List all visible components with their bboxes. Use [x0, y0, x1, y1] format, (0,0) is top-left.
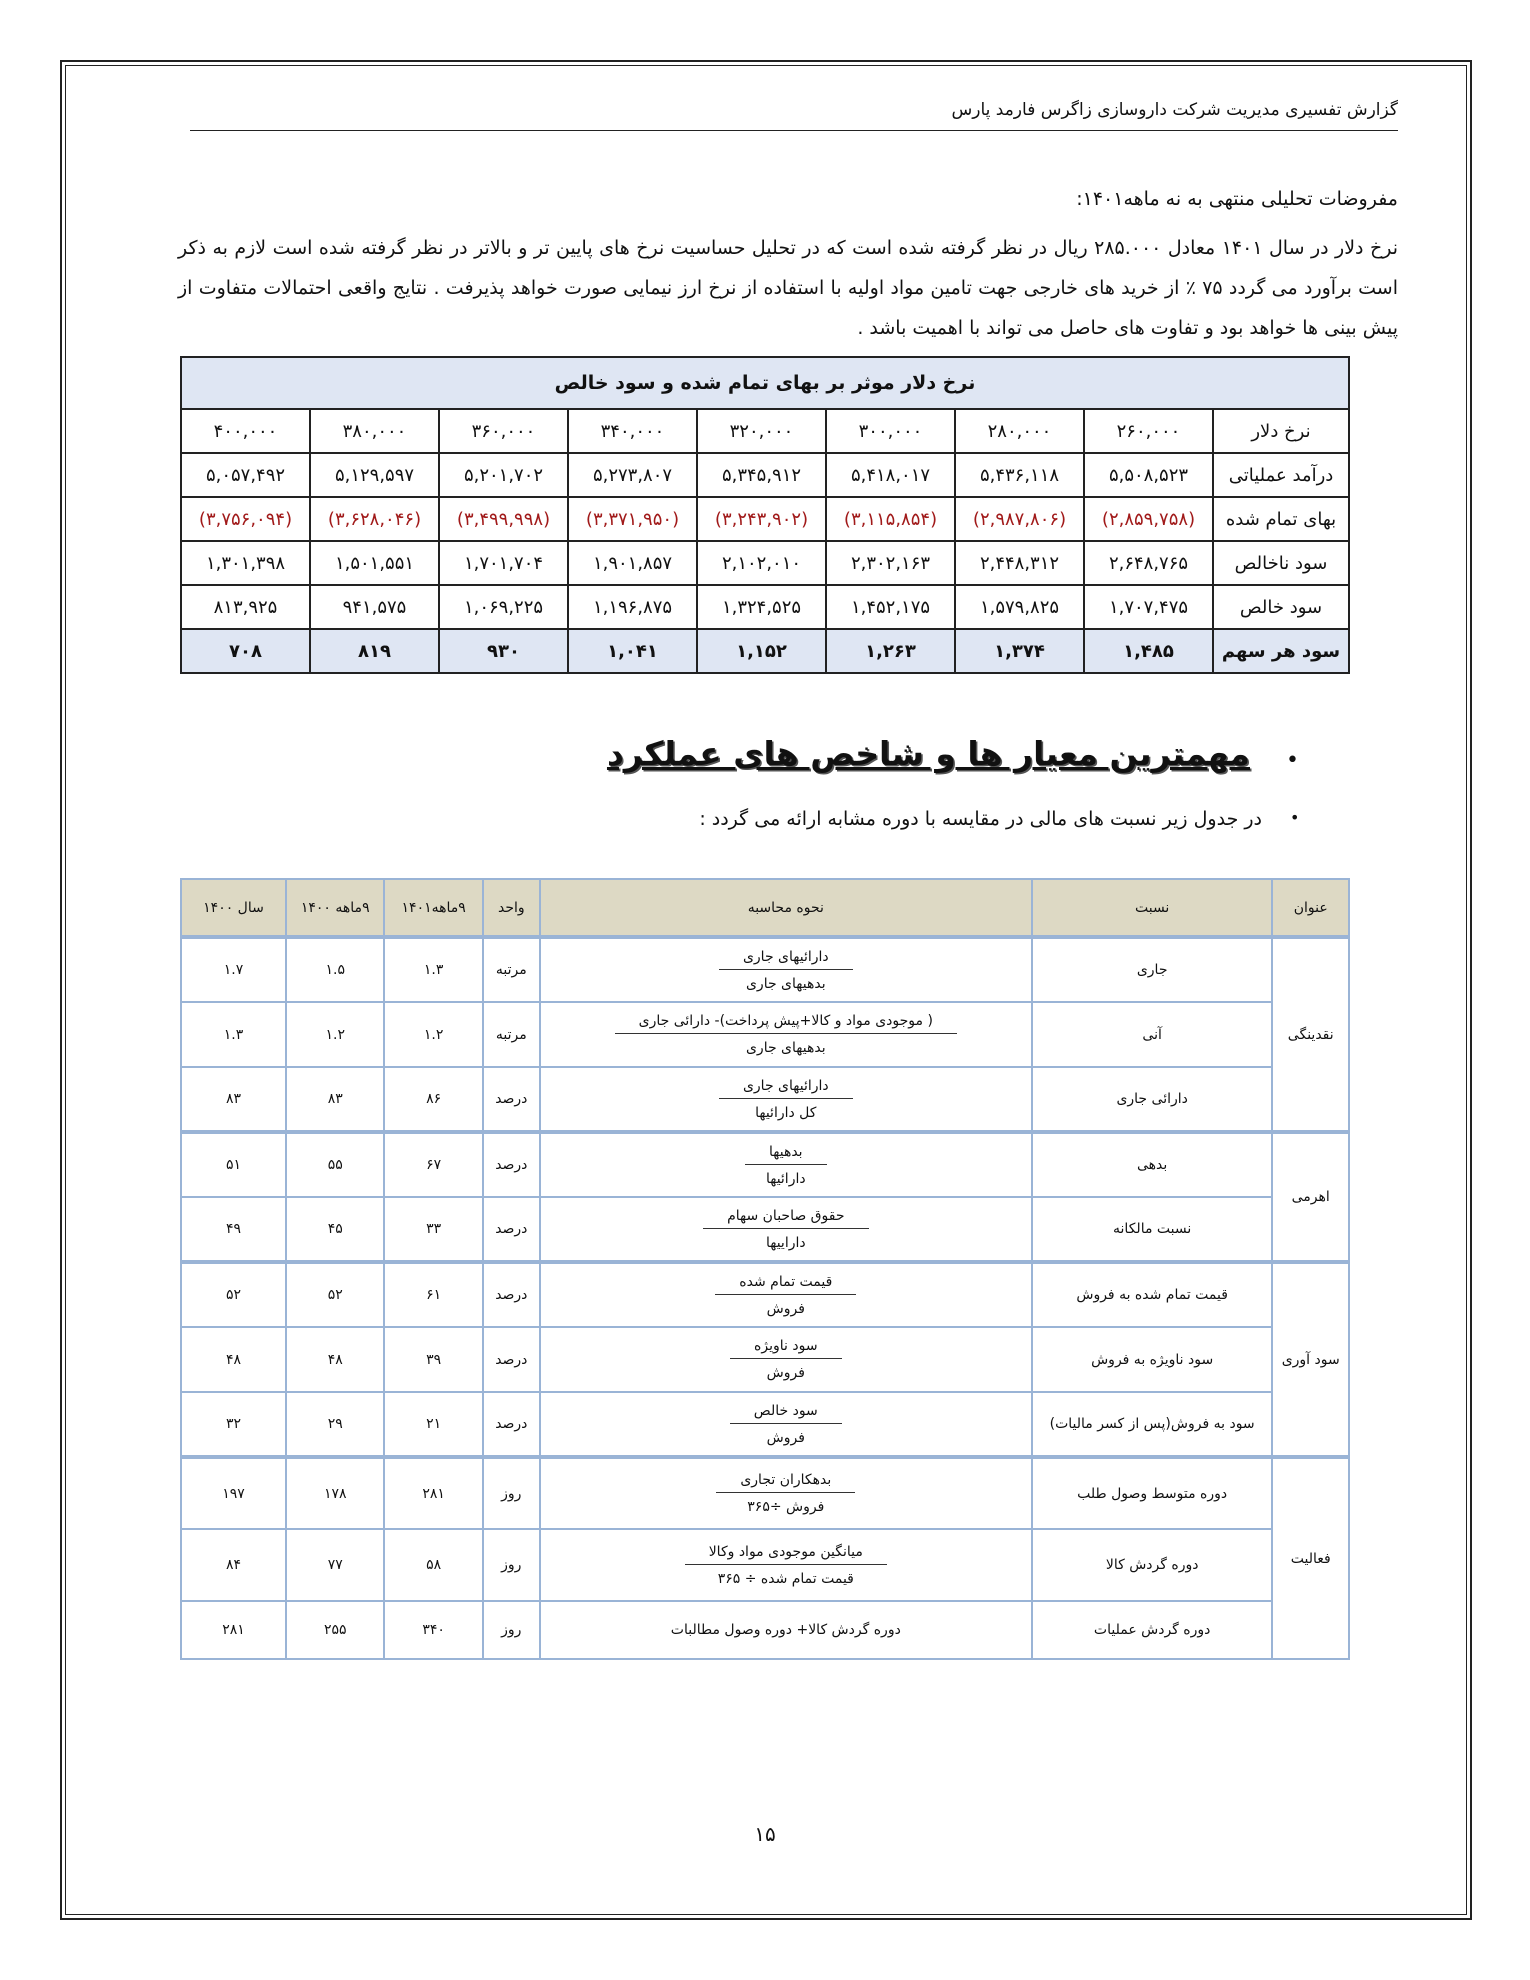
assumptions-title: مفروضات تحلیلی منتهی به نه ماهه۱۴۰۱: [1076, 188, 1398, 210]
formula-numerator: دارائیهای جاری [719, 949, 853, 970]
sensitivity-row [181, 453, 1349, 497]
section-title: مهمترین معیار ها و شاخص های عملکرد [606, 734, 1250, 773]
formula-fraction [615, 1013, 957, 1056]
ratio-value: ۲۹ [286, 1392, 384, 1457]
ratios-header-cell: ۹ماهه ۱۴۰۰ [286, 879, 384, 937]
ratio-unit: درصد [483, 1197, 540, 1262]
ratio-unit: روز [483, 1529, 540, 1601]
ratio-name: جاری [1032, 937, 1273, 1002]
sensitivity-cell: ۳۸۰,۰۰۰ [310, 409, 439, 453]
ratios-row [181, 1529, 1349, 1601]
formula-denominator: فروش [766, 1365, 805, 1381]
sensitivity-cell: ۵,۴۱۸,۰۱۷ [826, 453, 955, 497]
ratio-value: ۱۷۸ [286, 1457, 384, 1529]
ratio-unit: مرتبه [483, 937, 540, 1002]
ratios-row [181, 1262, 1349, 1327]
formula-denominator: دارائیها [765, 1170, 806, 1187]
formula-denominator: بدهیهای جاری [745, 1040, 826, 1056]
ratio-value: ۵۸ [384, 1529, 482, 1601]
sensitivity-cell: (۲,۸۵۹,۷۵۸) [1084, 497, 1213, 541]
sensitivity-row-label: درآمد عملیاتی [1213, 453, 1349, 497]
ratio-formula [540, 1067, 1032, 1132]
formula-numerator: بدهکاران تجاری [716, 1472, 855, 1493]
formula-fraction [685, 1544, 887, 1587]
ratio-value: ۴۸ [181, 1327, 286, 1392]
formula-numerator: ( موجودی مواد و کالا+پیش پرداخت)- دارائی جاری [615, 1013, 957, 1034]
formula-fraction [719, 949, 853, 992]
ratio-formula [540, 1002, 1032, 1067]
ratio-value: ۳۳ [384, 1197, 482, 1262]
formula-denominator: فروش [766, 1300, 805, 1317]
ratio-value: ۱۹۷ [181, 1457, 286, 1529]
ratios-row [181, 1002, 1349, 1067]
formula-fraction [715, 1274, 856, 1317]
formula-numerator: قیمت تمام شده [715, 1274, 856, 1295]
formula-fraction [730, 1403, 842, 1446]
ratios-row [181, 1457, 1349, 1529]
ratio-value: ۴۵ [286, 1197, 384, 1262]
ratio-name: نسبت مالکانه [1032, 1197, 1273, 1262]
formula-numerator: سود خالص [730, 1403, 842, 1424]
ratio-value: ۸۳ [286, 1067, 384, 1132]
sensitivity-cell: ۵,۲۷۳,۸۰۷ [568, 453, 697, 497]
ratio-unit: درصد [483, 1067, 540, 1132]
sensitivity-cell: ۱,۷۰۱,۷۰۴ [439, 541, 568, 585]
ratio-name: دارائی جاری [1032, 1067, 1273, 1132]
ratio-name: بدهی [1032, 1132, 1273, 1197]
ratio-name: دوره گردش کالا [1032, 1529, 1273, 1601]
ratio-value: ۱.۷ [181, 937, 286, 1002]
ratio-group-title: سود آوری [1272, 1262, 1349, 1457]
sensitivity-cell: ۱,۰۶۹,۲۲۵ [439, 585, 568, 629]
sensitivity-cell: ۱,۱۹۶,۸۷۵ [568, 585, 697, 629]
sensitivity-cell: ۹۴۱,۵۷۵ [310, 585, 439, 629]
ratios-row [181, 1327, 1349, 1392]
ratios-table [180, 878, 1350, 1660]
ratios-header-cell: سال ۱۴۰۰ [181, 879, 286, 937]
ratio-formula [540, 1132, 1032, 1197]
sensitivity-cell: ۲۶۰,۰۰۰ [1084, 409, 1213, 453]
sensitivity-cell: ۱,۷۰۷,۴۷۵ [1084, 585, 1213, 629]
ratio-formula [540, 937, 1032, 1002]
ratio-value: ۱.۳ [181, 1002, 286, 1067]
ratio-value: ۲۵۵ [286, 1601, 384, 1659]
sensitivity-cell: ۱,۳۰۱,۳۹۸ [181, 541, 310, 585]
sensitivity-cell: ۵,۱۲۹,۵۹۷ [310, 453, 439, 497]
ratio-formula [540, 1262, 1032, 1327]
ratio-unit: روز [483, 1601, 540, 1659]
formula-numerator: حقوق صاحبان سهام [703, 1208, 868, 1229]
ratio-group-title: فعالیت [1272, 1457, 1349, 1659]
ratios-row [181, 937, 1349, 1002]
ratio-value: ۴۹ [181, 1197, 286, 1262]
sensitivity-cell: ۱,۰۴۱ [568, 629, 697, 673]
ratios-header-cell: عنوان [1272, 879, 1349, 937]
sensitivity-row [181, 629, 1349, 673]
sensitivity-cell: ۱,۱۵۲ [697, 629, 826, 673]
sensitivity-table [180, 356, 1350, 674]
sensitivity-cell: ۳۶۰,۰۰۰ [439, 409, 568, 453]
sensitivity-cell: ۲,۱۰۲,۰۱۰ [697, 541, 826, 585]
ratios-row [181, 1067, 1349, 1132]
formula-numerator: بدهیها [745, 1144, 827, 1165]
formula-fraction [745, 1144, 827, 1187]
ratio-unit: درصد [483, 1262, 540, 1327]
ratio-name: سود ناویژه به فروش [1032, 1327, 1273, 1392]
ratio-value: ۸۶ [384, 1067, 482, 1132]
ratios-header-cell: نسبت [1032, 879, 1273, 937]
formula-denominator: کل دارائیها [755, 1104, 817, 1121]
sensitivity-cell: ۱,۲۶۳ [826, 629, 955, 673]
sensitivity-cell: (۳,۳۷۱,۹۵۰) [568, 497, 697, 541]
section-intro: در جدول زیر نسبت های مالی در مقایسه با دوره مشابه ارائه می گردد : [699, 808, 1262, 830]
sensitivity-cell: (۳,۴۹۹,۹۹۸) [439, 497, 568, 541]
ratio-value: ۶۱ [384, 1262, 482, 1327]
ratios-header-cell: واحد [483, 879, 540, 937]
ratio-unit: درصد [483, 1327, 540, 1392]
ratio-formula [540, 1327, 1032, 1392]
formula-fraction [719, 1078, 853, 1121]
ratio-formula [540, 1529, 1032, 1601]
sensitivity-cell: (۲,۹۸۷,۸۰۶) [955, 497, 1084, 541]
ratio-name: دوره گردش عملیات [1032, 1601, 1273, 1659]
ratio-value: ۱.۳ [384, 937, 482, 1002]
sensitivity-cell: (۳,۱۱۵,۸۵۴) [826, 497, 955, 541]
formula-fraction [716, 1472, 855, 1515]
sensitivity-cell: ۵,۰۵۷,۴۹۲ [181, 453, 310, 497]
sensitivity-row-label: سود خالص [1213, 585, 1349, 629]
sensitivity-cell: ۵,۵۰۸,۵۲۳ [1084, 453, 1213, 497]
ratio-value: ۷۷ [286, 1529, 384, 1601]
sensitivity-cell: ۳۰۰,۰۰۰ [826, 409, 955, 453]
section-bullet: • [1286, 748, 1299, 773]
ratio-value: ۸۳ [181, 1067, 286, 1132]
ratio-value: ۶۷ [384, 1132, 482, 1197]
sensitivity-cell: ۵,۳۴۵,۹۱۲ [697, 453, 826, 497]
sensitivity-cell: ۱,۴۸۵ [1084, 629, 1213, 673]
ratio-unit: روز [483, 1457, 540, 1529]
ratio-value: ۲۸۱ [384, 1457, 482, 1529]
sensitivity-cell: ۱,۵۷۹,۸۲۵ [955, 585, 1084, 629]
sensitivity-row [181, 585, 1349, 629]
sensitivity-cell: ۵,۴۳۶,۱۱۸ [955, 453, 1084, 497]
formula-denominator: قیمت تمام شده ÷ ۳۶۵ [717, 1570, 854, 1587]
formula-numerator: دارائیهای جاری [719, 1078, 853, 1099]
ratio-value: ۵۲ [286, 1262, 384, 1327]
formula-denominator: بدهیهای جاری [745, 975, 826, 992]
sensitivity-cell: ۲,۴۴۸,۳۱۲ [955, 541, 1084, 585]
ratio-name: آنی [1032, 1002, 1273, 1067]
ratio-value: ۱.۲ [286, 1002, 384, 1067]
document-header: گزارش تفسیری مدیریت شرکت داروسازی زاگرس فارمد پارس [951, 100, 1398, 120]
sensitivity-cell: ۳۲۰,۰۰۰ [697, 409, 826, 453]
ratios-row [181, 1197, 1349, 1262]
ratio-formula [540, 1392, 1032, 1457]
formula-denominator: فروش ÷۳۶۵ [747, 1499, 825, 1515]
ratio-value: ۸۴ [181, 1529, 286, 1601]
formula-numerator: سود ناویژه [730, 1338, 842, 1359]
ratio-name: سود به فروش(پس از کسر مالیات) [1032, 1392, 1273, 1457]
sensitivity-cell: ۱,۳۷۴ [955, 629, 1084, 673]
ratio-value: ۳۴۰ [384, 1601, 482, 1659]
sensitivity-row-label: سود ناخالص [1213, 541, 1349, 585]
sensitivity-cell: ۲,۳۰۲,۱۶۳ [826, 541, 955, 585]
sensitivity-cell: ۸۱۹ [310, 629, 439, 673]
ratio-value: ۵۵ [286, 1132, 384, 1197]
assumptions-body: نرخ دلار در سال ۱۴۰۱ معادل ۲۸۵.۰۰۰ ریال در نظر گرفته شده است که در تحلیل حساسیت نرخ های پایین تر و بالاتر در نظر گرفته شده است لازم به ذکر است برآورد می گردد ۷۵ ٪ از خرید های خارجی جهت تامین مواد اولیه با استفاده از نرخ ارز نیمایی صورت خواهد پذیرفت . نتایج واقعی احتمالات متفاوت از پیش بینی ها خواهد بود و تفاوت های حاصل می تواند با اهمیت باشد . [178, 237, 1399, 339]
formula-numerator: میانگین موجودی مواد وکالا [685, 1544, 887, 1565]
ratio-unit: مرتبه [483, 1002, 540, 1067]
sensitivity-cell: (۳,۲۴۳,۹۰۲) [697, 497, 826, 541]
sensitivity-row [181, 541, 1349, 585]
sensitivity-row [181, 409, 1349, 453]
intro-bullet: • [1290, 808, 1300, 827]
ratio-formula: دوره گردش کالا+ دوره وصول مطالبات [540, 1601, 1032, 1659]
sensitivity-cell: ۳۴۰,۰۰۰ [568, 409, 697, 453]
ratio-value: ۴۸ [286, 1327, 384, 1392]
ratio-value: ۲۸۱ [181, 1601, 286, 1659]
ratio-value: ۲۱ [384, 1392, 482, 1457]
ratios-header-cell: ۹ماهه۱۴۰۱ [384, 879, 482, 937]
ratio-name: دوره متوسط وصول طلب [1032, 1457, 1273, 1529]
ratio-value: ۱.۵ [286, 937, 384, 1002]
ratio-formula [540, 1457, 1032, 1529]
ratio-unit: درصد [483, 1132, 540, 1197]
sensitivity-cell: ۷۰۸ [181, 629, 310, 673]
formula-denominator: فروش [766, 1429, 805, 1446]
ratio-value: ۳۹ [384, 1327, 482, 1392]
ratio-value: ۵۱ [181, 1132, 286, 1197]
sensitivity-cell: (۳,۷۵۶,۰۹۴) [181, 497, 310, 541]
sensitivity-cell: ۲,۶۴۸,۷۶۵ [1084, 541, 1213, 585]
sensitivity-cell: ۱,۹۰۱,۸۵۷ [568, 541, 697, 585]
header-divider [190, 130, 1398, 131]
sensitivity-cell: ۹۳۰ [439, 629, 568, 673]
sensitivity-cell: ۴۰۰,۰۰۰ [181, 409, 310, 453]
sensitivity-row-label: بهای تمام شده [1213, 497, 1349, 541]
sensitivity-caption: نرخ دلار موثر بر بهای تمام شده و سود خالص [181, 357, 1349, 409]
ratio-group-title: نقدینگی [1272, 937, 1349, 1132]
sensitivity-cell: ۱,۴۵۲,۱۷۵ [826, 585, 955, 629]
sensitivity-cell: (۳,۶۲۸,۰۴۶) [310, 497, 439, 541]
sensitivity-row [181, 497, 1349, 541]
formula-denominator: داراییها [765, 1234, 806, 1251]
ratios-row [181, 1601, 1349, 1659]
sensitivity-row-label: سود هر سهم [1213, 629, 1349, 673]
ratio-value: ۵۲ [181, 1262, 286, 1327]
formula-fraction [703, 1208, 868, 1251]
ratios-header-cell: نحوه محاسبه [540, 879, 1032, 937]
ratios-row [181, 1392, 1349, 1457]
page-number: ۱۵ [754, 1822, 776, 1846]
ratio-group-title: اهرمی [1272, 1132, 1349, 1262]
sensitivity-cell: ۵,۲۰۱,۷۰۲ [439, 453, 568, 497]
sensitivity-cell: ۱,۵۰۱,۵۵۱ [310, 541, 439, 585]
sensitivity-cell: ۱,۳۲۴,۵۲۵ [697, 585, 826, 629]
sensitivity-cell: ۲۸۰,۰۰۰ [955, 409, 1084, 453]
ratio-name: قیمت تمام شده به فروش [1032, 1262, 1273, 1327]
sensitivity-row-label: نرخ دلار [1213, 409, 1349, 453]
ratio-value: ۱.۲ [384, 1002, 482, 1067]
sensitivity-cell: ۸۱۳,۹۲۵ [181, 585, 310, 629]
ratio-value: ۳۲ [181, 1392, 286, 1457]
ratio-unit: درصد [483, 1392, 540, 1457]
ratio-formula [540, 1197, 1032, 1262]
formula-fraction [730, 1338, 842, 1381]
ratios-row [181, 1132, 1349, 1197]
